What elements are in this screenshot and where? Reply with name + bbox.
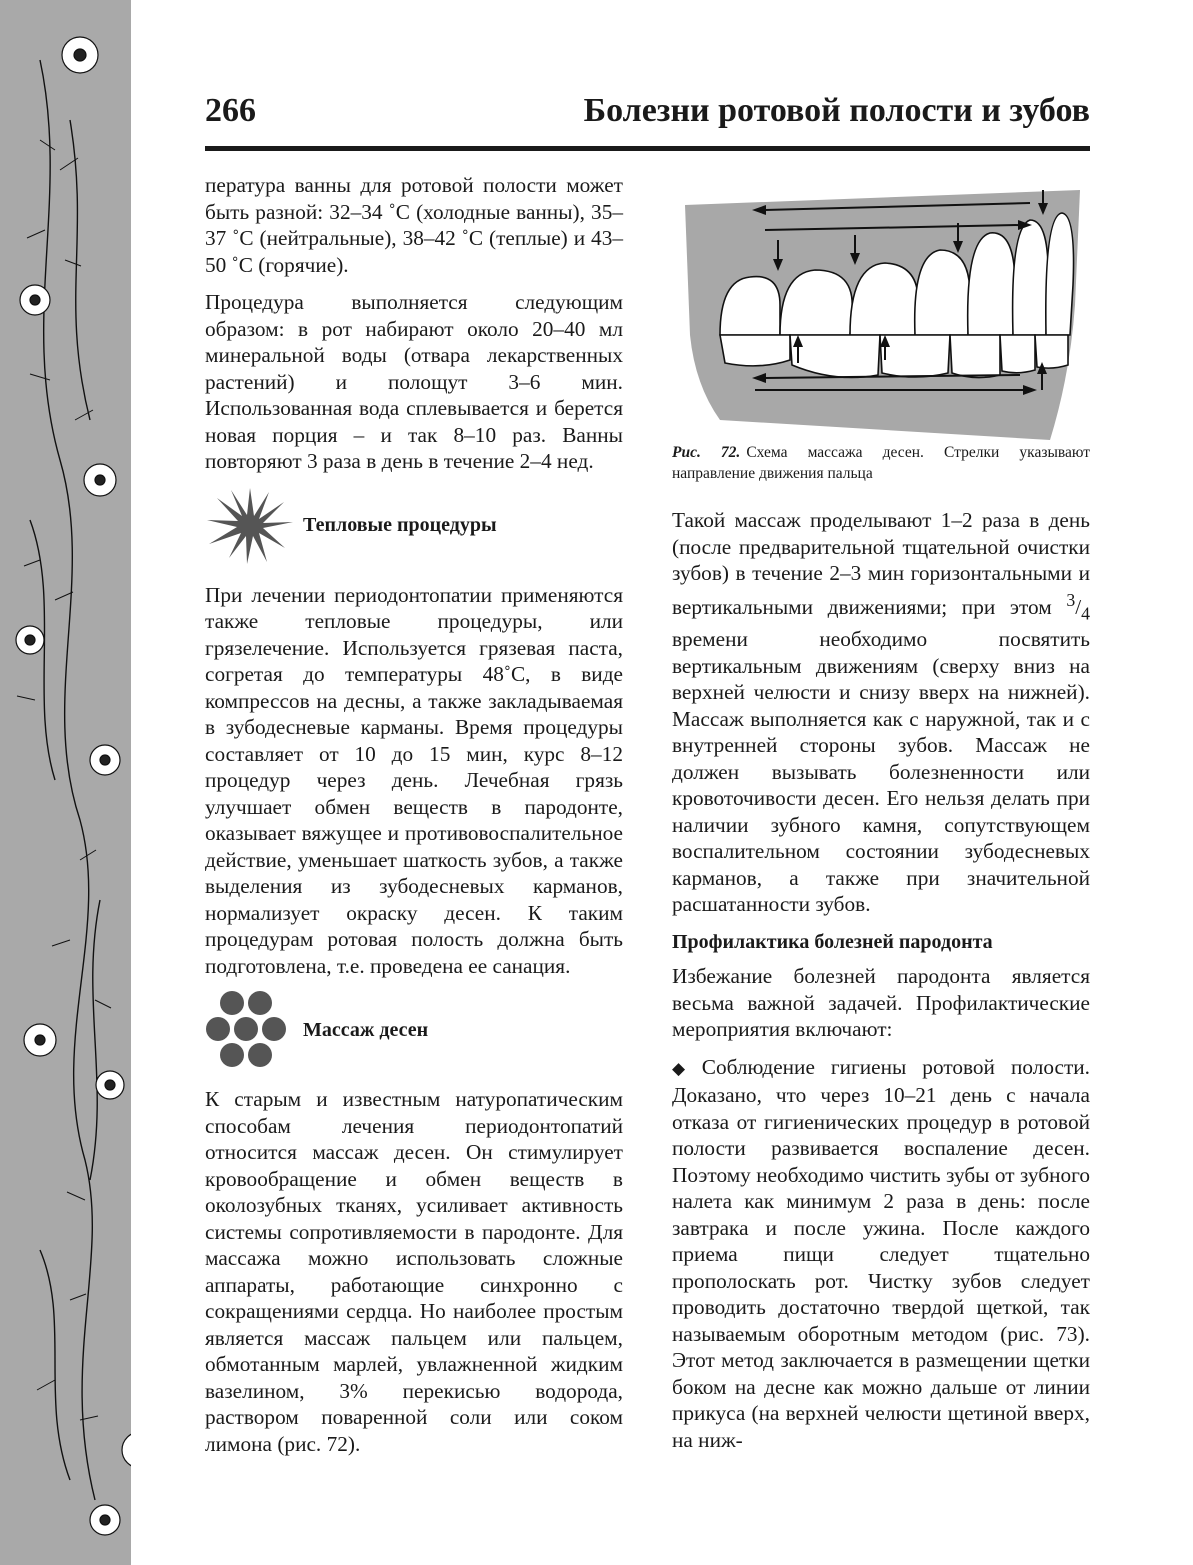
heading-massage-row <box>205 990 623 1070</box>
paragraph-massage-method-part1: Такой массаж проделывают 1–2 раза в день (после предварительной тщательной очистки зубов) в течение 2–3 мин горизонтальными и вертикальными движениями; при этом <box>672 508 1090 619</box>
fraction: $^3/_4$ <box>1066 589 1090 623</box>
chapter-title: Болезни ротовой полости и зубов <box>583 92 1090 129</box>
paragraph-hygiene <box>672 1054 1090 1454</box>
diamond-bullet-icon: ◆ <box>672 1058 696 1078</box>
starburst-icon <box>205 486 295 566</box>
paragraph-procedure: Процедура выполняется следующим образом: в рот набирают около 20–40 мл минеральной воды (отвара лекарственных растений) и полощут 3–6 мин. Использованная вода сплевывается и берется новая порция – и так 8–10 раз. Ванны повторяют 3 раза в день в течение 2–4 нед. <box>205 290 623 473</box>
paragraph-hygiene-text: Соблюдение гигиены ротовой полости. Доказано, что через 10–21 день с начала отказа от гигиенических процедур в ротовой полости развивается воспаление десен. Поэтому необходимо чистить зубы от зубного налета как минимум 2 раза в день: после завтрака и после ужина. После каждого приема пищи следует тщательно прополоскать рот. Чистку зубов следует проводить достаточно твердой щеткой, так называемым оборотным методом (рис. 73). Этот метод заключается в размещении щетки боком на десне как можно дальше от линии прикуса (на верхней челюсти щетиной вверх, на ниж- <box>672 1054 1090 1452</box>
figure-caption <box>672 442 1090 484</box>
paragraph-massage-method-part2: времени необходимо посвятить вертикальным движениям (сверху вниз на верхней челюсти и снизу вверх на нижней). Массаж выполняется как с наружной, так и с внутренней стороны зубов. Массаж не должен вызывать болезненности или кровоточивости десен. Его нельзя делать при наличии зубного камня, сопутствующем воспалительном состоянии зубодесневых карманов, а также при значительной расшатанности зубов. <box>672 627 1090 917</box>
fraction-denominator: 4 <box>1081 602 1090 623</box>
fraction-numerator: 3 <box>1066 589 1076 610</box>
page-number: 266 <box>205 92 256 129</box>
paragraph-prevention-intro: Избежание болезней пародонта является весьма важной задачей. Профилактические мероприятия включают: <box>672 964 1090 1042</box>
heading-massage: Массаж десен <box>303 1018 429 1041</box>
paragraph-thermal: При лечении периодонтопатии применяются также тепловые процедуры, или грязелечение. Используется грязевая паста, согретая до температуры 48˚С, в виде компрессов на десны, а также закладываемая в зубодесневые карманы. Время процедуры составляет от 10 до 15 мин, курс 8–12 процедур через день. Лечебная грязь улучшает обмен веществ в пародонте, оказывает вяжущее и противовоспалительное действие, уменьшает шаткость зубов, а также выделения из зубодесневых карманов, нормализует окраску десен. К таким процедурам ротовая полость должна быть подготовлена, т.е. проведена ее санация. <box>205 582 623 978</box>
paragraph-massage-method <box>672 507 1090 918</box>
heading-thermal-row <box>205 486 623 566</box>
paragraph-massage: К старым и известным натуропатическим способам лечения периодонтопатий относится массаж десен. Он стимулирует кровообращение и обмен веществ в околозубных тканях, усиливает активность системы сопротивляемости в пародонте. Для массажа можно использовать сложные аппараты, работающие синхронно с сокращениями сердца. Но наиболее простым является массаж пальцем или пальцем, обмотанным марлей, увлажненной жидким вазелином, 3% перекисью водорода, раствором поваренной соли или соком лимона (рис. 72). <box>205 1087 623 1456</box>
paragraph-bath-temperature: пература ванны для ротовой полости может быть разной: 32–34 ˚С (холодные ванны), 35–37 ˚С (нейтральные), 38–42 ˚С (теплые) и 43–50 ˚С (горячие). <box>205 173 623 277</box>
botanical-sidebar <box>0 0 131 1565</box>
left-column <box>205 172 623 1468</box>
header-rule <box>205 146 1090 151</box>
figure-label: Рис. 72. <box>672 444 741 461</box>
circle-cluster-icon <box>205 990 295 1070</box>
right-column <box>672 507 1090 1464</box>
heading-thermal: Тепловые процедуры <box>303 514 497 537</box>
gum-massage-diagram <box>680 185 1090 445</box>
figure-caption-text: Схема массажа десен. Стрелки указывают направление движения пальца <box>672 444 1091 482</box>
heading-prevention: Профилактика болезней пародонта <box>672 930 993 953</box>
chamomile-illustration <box>0 0 131 1565</box>
